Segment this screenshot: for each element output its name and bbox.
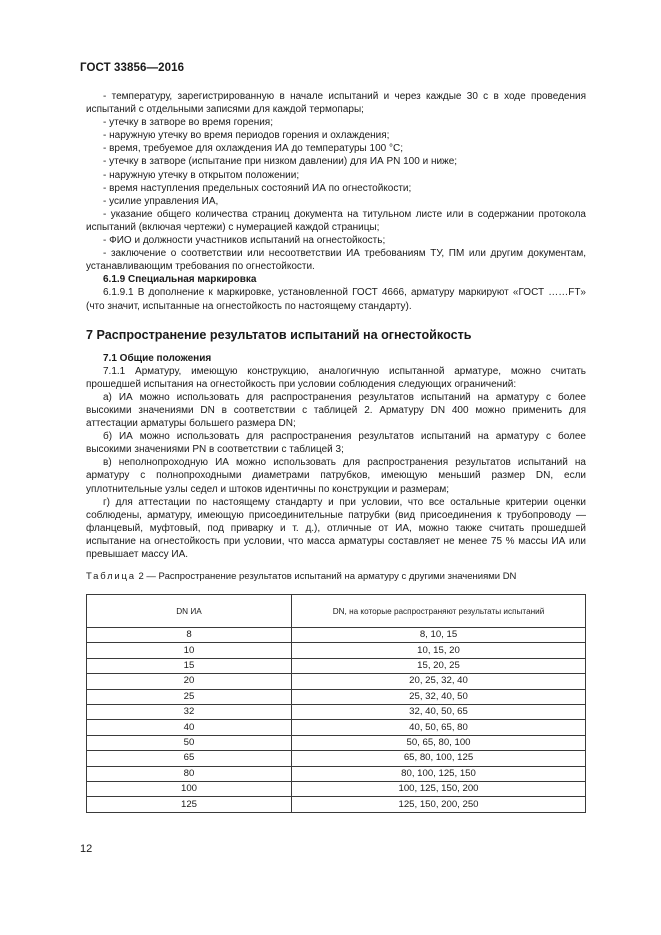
dn-cell: 25 bbox=[87, 689, 292, 704]
dn-cell: 20 bbox=[87, 674, 292, 689]
dn-cell: 100 bbox=[87, 782, 292, 797]
list-item: - утечку в затворе (испытание при низком давлении) для ИА PN 100 и ниже; bbox=[103, 156, 458, 168]
extension-cell: 25, 32, 40, 50 bbox=[292, 689, 586, 704]
subsection-title-71: 7.1 Общие положения bbox=[103, 352, 212, 364]
dn-cell: 125 bbox=[87, 797, 292, 812]
dn-cell: 32 bbox=[87, 705, 292, 720]
table-row bbox=[87, 689, 586, 704]
column-header-dn: DN ИА bbox=[87, 595, 292, 628]
dn-cell: 8 bbox=[87, 628, 292, 643]
list-item: - заключение о соответствии или несоответствии ИА требованиям ТУ, ПМ или другим документам, устанавливающим требования по огнестойкости. bbox=[86, 248, 586, 273]
extension-cell: 80, 100, 125, 150 bbox=[292, 766, 586, 781]
extension-cell: 10, 15, 20 bbox=[292, 643, 586, 658]
table-row bbox=[87, 720, 586, 735]
list-item: - время наступления предельных состояний ИА по огнестойкости; bbox=[103, 182, 412, 194]
dn-cell: 65 bbox=[87, 751, 292, 766]
extension-cell: 15, 20, 25 bbox=[292, 658, 586, 673]
table-row bbox=[87, 705, 586, 720]
dn-cell: 15 bbox=[87, 658, 292, 673]
extension-cell: 8, 10, 15 bbox=[292, 628, 586, 643]
list-item: - наружную утечку в открытом положении; bbox=[103, 169, 300, 181]
section-title: 7 Распространение результатов испытаний на огнестойкость bbox=[86, 327, 472, 342]
extension-cell: 40, 50, 65, 80 bbox=[292, 720, 586, 735]
table-row bbox=[87, 628, 586, 643]
list-item: - температуру, зарегистрированную в начале испытаний и через каждые 30 с в ходе проведения испытаний с отдельными записями для каждой термопары; bbox=[86, 91, 586, 116]
column-header-extension: DN, на которые распространяют результаты испытаний bbox=[292, 595, 586, 628]
document-code: ГОСТ 33856—2016 bbox=[80, 62, 185, 74]
table-row bbox=[87, 674, 586, 689]
extension-cell: 50, 65, 80, 100 bbox=[292, 735, 586, 750]
table-row bbox=[87, 751, 586, 766]
table-row bbox=[87, 782, 586, 797]
table-row bbox=[87, 766, 586, 781]
list-item: - наружную утечку во время периодов горения и охлаждения; bbox=[103, 130, 390, 142]
list-item: - усилие управления ИА, bbox=[103, 195, 219, 207]
extension-cell: 125, 150, 200, 250 bbox=[292, 797, 586, 812]
extension-cell: 20, 25, 32, 40 bbox=[292, 674, 586, 689]
page-number: 12 bbox=[80, 843, 93, 855]
table-caption-word: Таблица bbox=[86, 571, 136, 583]
condition-g: г) для аттестации по настоящему стандарту и при условии, что все остальные критерии оценки соблюдены, арматуру, имеющую присоединительные патрубки (вид присоединения к трубопроводу — фланцевый, муфтовый, под приварку и т. д.), отличные от ИА, можно также считать прошедшей испытание на огнестойкость при условии, что масса арматуры составляет не менее 75 % массы ИА или превышает массу ИА. bbox=[86, 496, 586, 560]
table-row bbox=[87, 735, 586, 750]
extension-cell: 65, 80, 100, 125 bbox=[292, 751, 586, 766]
list-item: - ФИО и должности участников испытаний на огнестойкость; bbox=[103, 235, 386, 247]
dn-table bbox=[86, 594, 586, 813]
condition-b: б) ИА можно использовать для распространения результатов испытаний на арматуру с более высокими значениями PN в соответствии с таблицей 3; bbox=[86, 431, 586, 456]
list-item: - утечку в затворе во время горения; bbox=[103, 117, 273, 129]
extension-cell: 32, 40, 50, 65 bbox=[292, 705, 586, 720]
list-item: - указание общего количества страниц документа на титульном листе или в содержании протокола испытаний (включая чертежи) с нумерацией каждой страницы; bbox=[86, 208, 586, 233]
dn-cell: 10 bbox=[87, 643, 292, 658]
table-row bbox=[87, 658, 586, 673]
table-caption-text: 2 — Распространение результатов испытаний на арматуру с другими значениями DN bbox=[135, 571, 517, 583]
list-item: - время, требуемое для охлаждения ИА до температуры 100 °С; bbox=[103, 143, 403, 155]
paragraph-711: 7.1.1 Арматуру, имеющую конструкцию, аналогичную испытанной арматуре, можно считать прошедшей испытания на огнестойкость при условии соблюдения следующих ограничений: bbox=[86, 365, 586, 390]
subsection-title-619: 6.1.9 Специальная маркировка bbox=[103, 274, 257, 286]
report-contents-list bbox=[86, 90, 586, 273]
condition-v: в) неполнопроходную ИА можно использовать для распространения результатов испытаний на арматуру с полнопроходными диаметрами патрубков, имеющую меньший размер DN, если уплотнительные узлы седел и штоков идентичны по конструкции и размерам; bbox=[86, 457, 586, 495]
condition-a: а) ИА можно использовать для распространения результатов испытаний на арматуру с более высокими значениями DN в соответствии с таблицей 2. Арматуру DN 400 можно применить для аттестации арматуры большего размера DN; bbox=[86, 391, 586, 430]
table-row bbox=[87, 643, 586, 658]
paragraph-6191: 6.1.9.1 В дополнение к маркировке, установленной ГОСТ 4666, арматуру маркируют «ГОСТ ……FT» (что значит, испытанные на огнестойкость по настоящему стандарту). bbox=[86, 287, 586, 312]
table-caption bbox=[86, 570, 586, 583]
table-header-row bbox=[87, 595, 586, 628]
extension-cell: 100, 125, 150, 200 bbox=[292, 782, 586, 797]
dn-cell: 80 bbox=[87, 766, 292, 781]
dn-cell: 50 bbox=[87, 735, 292, 750]
page-content bbox=[86, 90, 586, 813]
table-row bbox=[87, 797, 586, 812]
dn-cell: 40 bbox=[87, 720, 292, 735]
